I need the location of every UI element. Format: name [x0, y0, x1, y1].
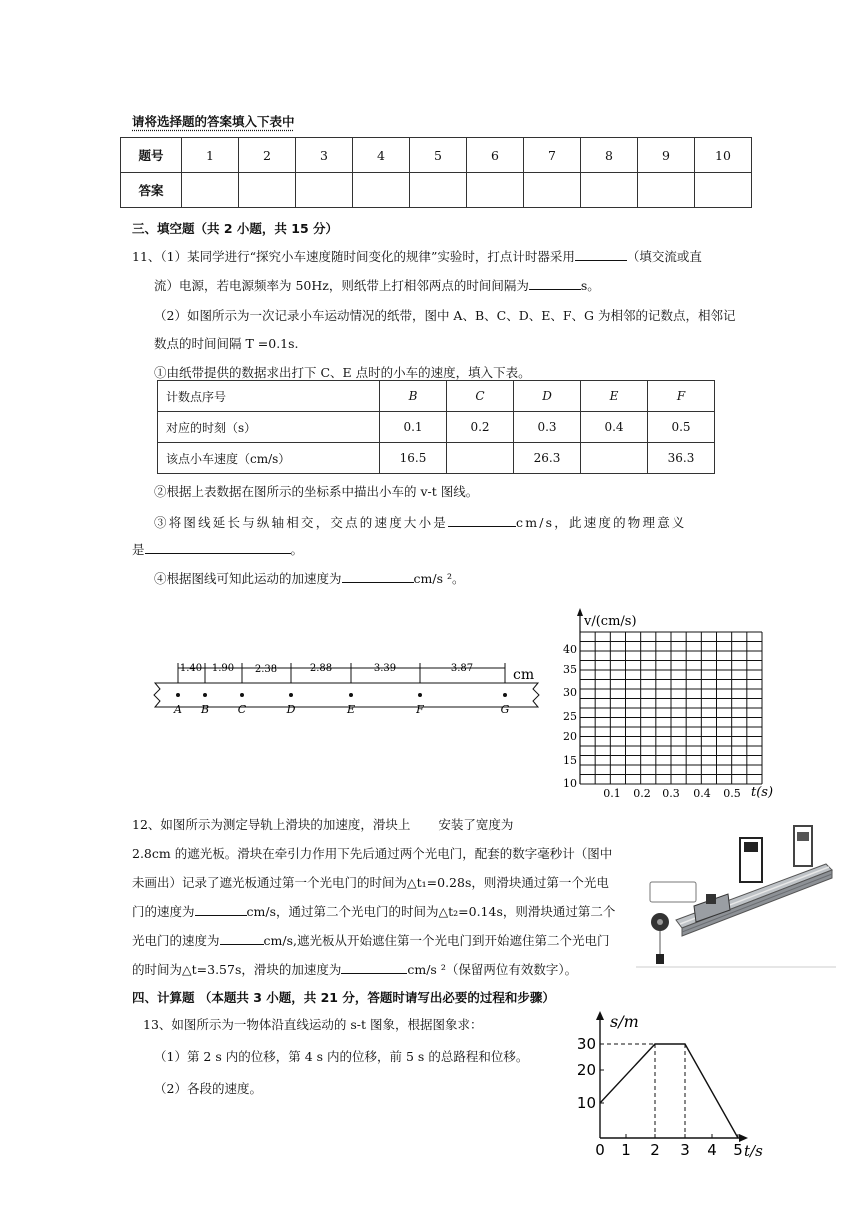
q12-line2: 2.8cm 的遮光板。滑块在牵引力作用下先后通过两个光电门，配套的数字毫秒计（图中: [132, 846, 613, 861]
table-cell: D: [514, 381, 581, 412]
answer-cell[interactable]: [182, 173, 239, 208]
y-tick-label: 15: [563, 754, 577, 767]
q11-text: s。: [580, 278, 600, 293]
q11-text: （填交流或直: [626, 249, 702, 264]
q11-sub4: [154, 569, 464, 587]
q11-p2-line1: （2）如图所示为一次记录小车运动情况的纸带，图中 A、B、C、D、E、F、G 为相邻的记数点，相邻记: [154, 308, 736, 323]
q12-text: cm/s,遮光板从开始遮住第一个光电门到开始遮住第二个光电门: [263, 933, 610, 948]
point-label: F: [416, 703, 424, 716]
vt-grid-graph: [548, 608, 788, 803]
air-track-photo: [636, 818, 836, 968]
q11-p2-line2: 数点的时间间隔 T =0.1s.: [154, 336, 299, 351]
q12-line6: [132, 960, 577, 978]
table-cell: B: [380, 381, 447, 412]
q11-text: cm/s，此速度的物理意义: [516, 515, 687, 530]
x-tick-label: 2: [650, 1141, 660, 1159]
q12-line4: [132, 902, 615, 920]
point-label: B: [200, 703, 210, 716]
y-tick-label: 10: [563, 777, 577, 790]
answer-table: [120, 137, 752, 208]
q12-text: 12、如图所示为测定导轨上滑块的加速度，滑块上: [132, 817, 411, 832]
segment-label: 1.40: [179, 663, 203, 674]
segment-label: 2.88: [309, 663, 333, 674]
table-cell: 9: [638, 138, 695, 173]
table-cell: 0.1: [380, 412, 447, 443]
answer-cell[interactable]: [353, 173, 410, 208]
st-line: [600, 1044, 738, 1138]
table-cell: 该点小车速度（cm/s）: [158, 443, 380, 474]
table-cell: 对应的时刻（s）: [158, 412, 380, 443]
x-tick-label: 0: [595, 1141, 605, 1159]
x-tick-label: 3: [680, 1141, 690, 1159]
answer-blank[interactable]: [342, 570, 414, 583]
x-axis-label: t/s: [744, 1142, 763, 1160]
table-cell: 2: [239, 138, 296, 173]
unit-label: cm: [513, 667, 535, 683]
table-cell: F: [648, 381, 715, 412]
x-tick-label: 0.4: [693, 787, 711, 800]
q11-text: 是: [132, 542, 145, 557]
q11-line1: [132, 247, 702, 265]
point-label: C: [237, 703, 247, 716]
paper-tape-diagram: [145, 655, 550, 720]
answer-blank[interactable]: [448, 514, 516, 527]
table-cell: 0.4: [581, 412, 648, 443]
q12-text: cm/s ²（保留两位有效数字）。: [407, 962, 578, 977]
answer-cell[interactable]: [638, 173, 695, 208]
q11-text: ④根据图线可知此运动的加速度为: [154, 571, 342, 586]
segment-label: 1.90: [211, 663, 235, 674]
x-tick-label: 0.1: [603, 787, 621, 800]
table-cell: 7: [524, 138, 581, 173]
q12-line3: 未画出）记录了遮光板通过第一个光电门的时间为△t₁=0.28s，则滑块通过第一个光电: [132, 875, 609, 890]
point-label: G: [500, 703, 510, 716]
answer-cell[interactable]: [695, 173, 752, 208]
y-axis-arrow: [577, 608, 583, 616]
q11-text: cm/s ²。: [413, 571, 465, 586]
table-cell: 答案: [121, 173, 182, 208]
table-row: [158, 443, 715, 474]
answer-blank[interactable]: [575, 248, 627, 261]
speed-data-table: [157, 380, 715, 474]
q13-part1: （1）第 2 s 内的位移，第 4 s 内的位移，前 5 s 的总路程和位移。: [154, 1049, 529, 1064]
section-3-title: 三、填空题（共 2 小题，共 15 分）: [132, 221, 339, 236]
q11-sub2: ②根据上表数据在图所示的坐标系中描出小车的 v-t 图线。: [154, 484, 479, 499]
y-axis-label: s/m: [610, 1012, 639, 1031]
table-cell: 5: [410, 138, 467, 173]
answer-cell[interactable]: [581, 173, 638, 208]
q12-text: 光电门的速度为: [132, 933, 220, 948]
table-cell: 6: [467, 138, 524, 173]
answer-blank[interactable]: [195, 903, 247, 916]
table-cell: 8: [581, 138, 638, 173]
segment-label: 3.39: [373, 663, 397, 674]
y-tick-label: 35: [563, 663, 577, 676]
answer-blank[interactable]: [220, 932, 264, 945]
q11-text: 。: [290, 542, 304, 557]
answer-cell[interactable]: [524, 173, 581, 208]
table-cell: 3: [296, 138, 353, 173]
table-row: [121, 138, 752, 173]
answer-cell[interactable]: [296, 173, 353, 208]
q12-text: 门的速度为: [132, 904, 195, 919]
x-tick-label: 0.2: [633, 787, 651, 800]
q11-sub3: [154, 513, 687, 531]
st-graph: [566, 1010, 776, 1160]
answer-blank[interactable]: [529, 277, 581, 290]
x-tick-label: 4: [707, 1141, 717, 1159]
q11-line2: [154, 276, 600, 294]
table-cell: 26.3: [514, 443, 581, 474]
table-cell: 0.3: [514, 412, 581, 443]
table-cell: 36.3: [648, 443, 715, 474]
point-label: E: [346, 703, 356, 716]
table-cell: 0.5: [648, 412, 715, 443]
answer-cell[interactable]: [447, 443, 514, 474]
table-row: [121, 173, 752, 208]
table-cell: 16.5: [380, 443, 447, 474]
table-cell: 4: [353, 138, 410, 173]
table-cell: 0.2: [447, 412, 514, 443]
table-row: [158, 412, 715, 443]
y-tick-label: 10: [576, 1094, 596, 1112]
x-axis-label: t(s): [751, 785, 774, 800]
table-cell: C: [447, 381, 514, 412]
answer-cell[interactable]: [239, 173, 296, 208]
point-label: A: [174, 703, 182, 716]
answer-cell[interactable]: [410, 173, 467, 208]
q11-sub3-cont: [132, 540, 303, 558]
y-tick-label: 25: [563, 710, 577, 723]
q11-text: 11、（1）某同学进行“探究小车速度随时间变化的规律”实验时，打点计时器采用: [132, 249, 575, 264]
q12-text: 安装了宽度为: [438, 817, 514, 832]
table-cell: E: [581, 381, 648, 412]
x-tick-label: 0.5: [723, 787, 741, 800]
y-axis-label: v/(cm/s): [584, 614, 637, 629]
answer-cell[interactable]: [467, 173, 524, 208]
q13-line1: 13、如图所示为一物体沿直线运动的 s-t 图象，根据图象求：: [143, 1017, 483, 1032]
table-cell: 10: [695, 138, 752, 173]
table-cell: 题号: [121, 138, 182, 173]
q12-line5: [132, 931, 609, 949]
table-cell: 计数点序号: [158, 381, 380, 412]
y-tick-label: 40: [563, 643, 577, 656]
y-tick-label: 30: [576, 1035, 596, 1053]
y-tick-label: 20: [563, 730, 577, 743]
segment-label: 2.38: [254, 664, 278, 675]
point-label: D: [286, 703, 296, 716]
answer-table-header: 请将选择题的答案填入下表中: [132, 114, 295, 129]
answer-cell[interactable]: [581, 443, 648, 474]
x-tick-label: 0.3: [662, 787, 680, 800]
x-tick-label: 5: [733, 1141, 743, 1159]
q11-sub1: ①由纸带提供的数据求出打下 C、E 点时的小车的速度，填入下表。: [154, 365, 531, 380]
answer-blank[interactable]: [145, 541, 291, 554]
table-row: [158, 381, 715, 412]
hanging-weight: [656, 954, 664, 964]
q11-text: 流）电源，若电源频率为 50Hz，则纸带上打相邻两点的时间间隔为: [154, 278, 529, 293]
q11-text: ③将图线延长与纵轴相交，交点的速度大小是: [154, 515, 449, 530]
y-tick-label: 20: [576, 1061, 596, 1079]
q12-text: cm/s，通过第二个光电门的时间为△t₂=0.14s，则滑块通过第二个: [246, 904, 616, 919]
x-tick-label: 1: [621, 1141, 631, 1159]
answer-blank[interactable]: [341, 961, 407, 974]
y-tick-label: 30: [563, 686, 577, 699]
section-4-title: 四、计算题 （本题共 3 小题，共 21 分，答题时请写出必要的过程和步骤）: [132, 990, 555, 1005]
q12-text: 的时间为△t=3.57s，滑块的加速度为: [132, 962, 342, 977]
y-axis-arrow: [596, 1011, 604, 1020]
q12-line1: [132, 815, 513, 833]
table-cell: 1: [182, 138, 239, 173]
q13-part2: （2）各段的速度。: [154, 1081, 262, 1096]
segment-label: 3.87: [450, 663, 474, 674]
